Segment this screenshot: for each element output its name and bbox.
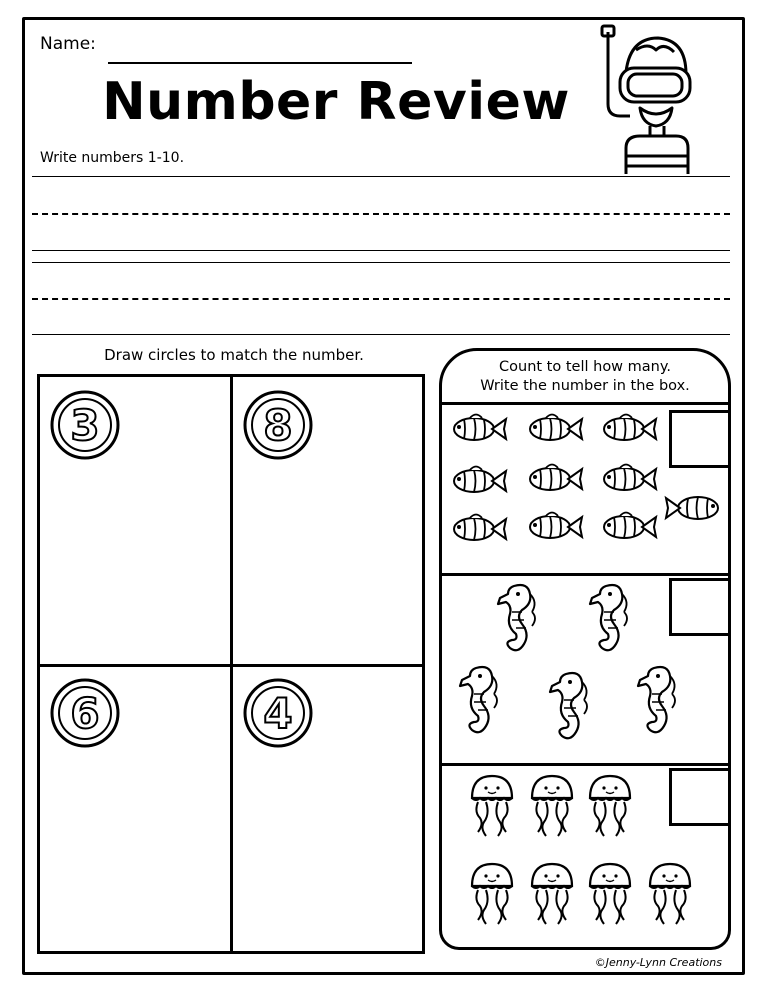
clownfish-icon <box>604 513 656 539</box>
jellyfish-icon <box>472 776 512 836</box>
section-divider <box>442 763 728 766</box>
writing-baseline <box>32 334 730 335</box>
clownfish-icon <box>530 415 582 441</box>
seahorse-icon <box>460 667 497 732</box>
jellyfish-icon <box>472 864 512 924</box>
page-title: Number Review <box>102 72 570 132</box>
number-badge-4 <box>241 676 315 750</box>
writing-top-line <box>32 176 730 177</box>
seahorse-icon <box>498 585 535 650</box>
clownfish-icon <box>530 513 582 539</box>
writing-baseline <box>32 250 730 251</box>
name-write-line[interactable] <box>108 62 412 64</box>
svg-text:4: 4 <box>263 689 293 738</box>
svg-text:6: 6 <box>70 689 100 738</box>
clownfish-group <box>442 405 672 555</box>
writing-mid-dashed-line[interactable] <box>32 213 730 215</box>
write-numbers-instruction: Write numbers 1-10. <box>40 150 185 166</box>
seahorse-icon <box>590 585 627 650</box>
number-badge-6 <box>48 676 122 750</box>
clownfish-icon <box>454 467 506 493</box>
copyright-footer: ©Jenny-Lynn Creations <box>594 956 722 969</box>
fish-answer-box[interactable] <box>669 410 731 468</box>
clownfish-icon <box>530 465 582 491</box>
svg-text:3: 3 <box>70 401 100 450</box>
jellyfish-icon <box>650 864 690 924</box>
clownfish-icon <box>454 415 506 441</box>
draw-circles-instruction: Draw circles to match the number. <box>104 346 364 364</box>
seahorse-group <box>452 580 696 750</box>
jellyfish-group <box>462 772 700 934</box>
jellyfish-icon <box>590 864 630 924</box>
writing-top-line <box>32 262 730 263</box>
clownfish-icon <box>604 415 656 441</box>
clownfish-icon <box>660 488 724 528</box>
snorkel-kid-icon <box>596 24 696 176</box>
seahorse-icon <box>550 673 587 738</box>
writing-mid-dashed-line[interactable] <box>32 298 730 300</box>
clownfish-icon <box>604 465 656 491</box>
number-badge-8 <box>241 388 315 462</box>
svg-text:8: 8 <box>263 401 293 450</box>
count-instruction: Count to tell how many. Write the number in the box. <box>442 351 728 405</box>
jellyfish-icon <box>590 776 630 836</box>
seahorse-icon <box>638 667 675 732</box>
jellyfish-icon <box>532 864 572 924</box>
number-badge-3 <box>48 388 122 462</box>
clownfish-icon <box>454 515 506 541</box>
section-divider <box>442 573 728 576</box>
jellyfish-icon <box>532 776 572 836</box>
name-label: Name: <box>40 34 96 54</box>
